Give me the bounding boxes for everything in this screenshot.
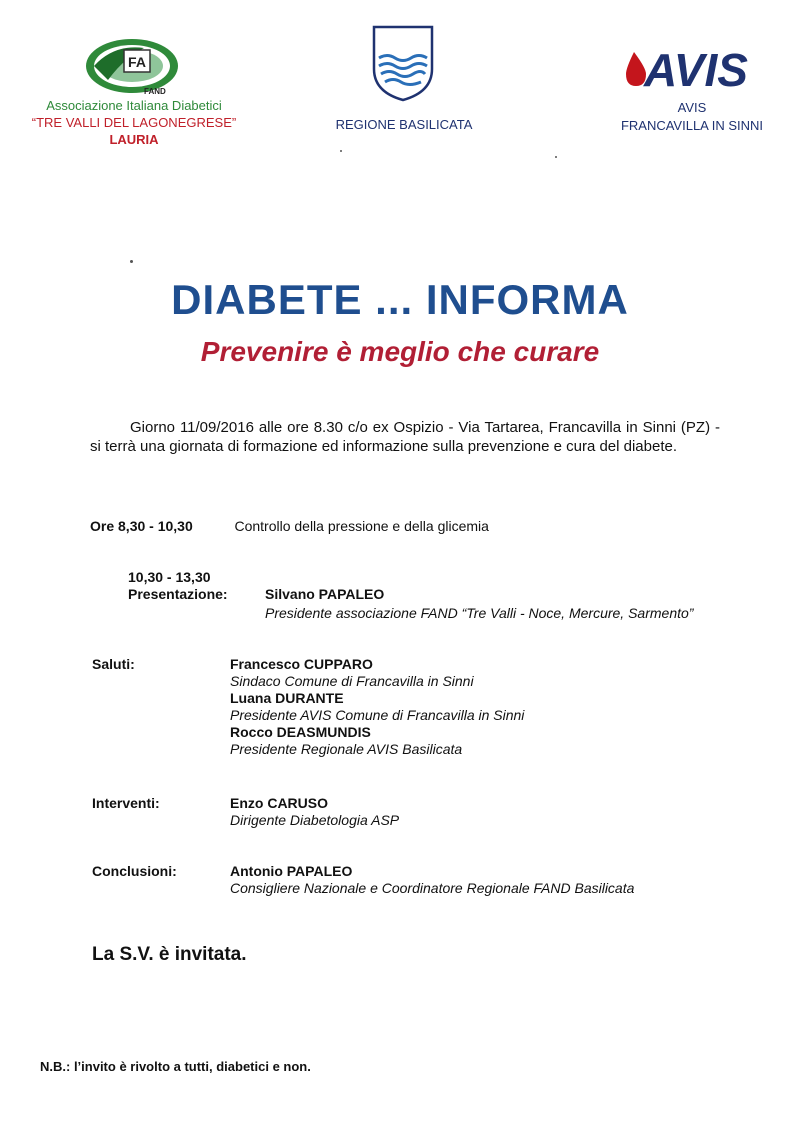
conclusion-name: Antonio PAPALEO: [230, 863, 353, 879]
intro-paragraph: [90, 418, 720, 456]
schedule-row-1: [90, 518, 489, 536]
scan-speck: [130, 260, 133, 263]
svg-text:FA: FA: [128, 54, 146, 70]
intervention-role: Dirigente Diabetologia ASP: [230, 812, 400, 828]
interventions-label: Interventi:: [92, 795, 160, 811]
scan-speck: [555, 156, 557, 158]
greeting-role: Sindaco Comune di Francavilla in Sinni: [230, 673, 474, 689]
invitation-text: La S.V. è invitata.: [92, 944, 247, 965]
avis-section-block: [580, 99, 800, 135]
conclusion-role: Consigliere Nazionale e Coordinatore Regionale FAND Basilicata: [230, 880, 635, 896]
greetings-label: Saluti:: [92, 656, 135, 672]
greeting-name: Rocco DEASMUNDIS: [230, 724, 371, 740]
schedule-time-2: 10,30 - 13,30: [128, 569, 211, 585]
greetings-list: [230, 656, 524, 758]
schedule-desc-1: Controllo della pressione e della glicemia: [234, 518, 489, 534]
greeting-role: Presidente Regionale AVIS Basilicata: [230, 741, 463, 757]
presenter-role: Presidente associazione FAND “Tre Valli - Noce, Mercure, Sarmento”: [265, 605, 694, 621]
intro-text: Giorno 11/09/2016 alle ore 8.30 c/o ex Ospizio - Via Tartarea, Francavilla in Sinni (PZ) - si terrà una giornata di formazione ed informazione sulla prevenzione e cura del diabete.: [90, 419, 720, 455]
avis-location: FRANCAVILLA IN SINNI: [620, 118, 764, 133]
avis-name: AVIS: [677, 100, 707, 115]
greeting-name: Luana DURANTE: [230, 690, 344, 706]
fand-town: LAURIA: [109, 132, 159, 147]
svg-text:AVIS: AVIS: [644, 44, 748, 92]
fand-subtitle: “TRE VALLI DEL LAGONEGRESE”: [31, 115, 237, 130]
interventions-block: [230, 795, 399, 829]
svg-text:FAND: FAND: [144, 87, 166, 96]
fand-logo: [84, 36, 180, 98]
fand-name: Associazione Italiana Diabetici: [46, 98, 222, 113]
conclusions-block: [230, 863, 634, 897]
page-subtitle: Prevenire è meglio che curare: [200, 336, 600, 367]
page-title: DIABETE ... INFORMA: [171, 276, 629, 323]
greeting-role: Presidente AVIS Comune di Francavilla in Sinni: [230, 707, 525, 723]
fand-association-block: [20, 97, 248, 148]
region-name: REGIONE BASILICATA: [335, 117, 473, 132]
greeting-name: Francesco CUPPARO: [230, 656, 373, 672]
intervention-name: Enzo CARUSO: [230, 795, 328, 811]
presentation-label: Presentazione:: [128, 586, 228, 602]
presenter-name: Silvano PAPALEO: [265, 586, 385, 602]
region-crest-icon: [371, 24, 435, 102]
conclusions-label: Conclusioni:: [92, 863, 177, 879]
schedule-block-2: [128, 569, 228, 603]
schedule-time-1: Ore 8,30 - 10,30: [90, 518, 193, 534]
footnote: N.B.: l’invito è rivolto a tutti, diabetici e non.: [40, 1059, 311, 1074]
avis-logo: [620, 44, 768, 92]
scan-speck: [340, 150, 342, 152]
